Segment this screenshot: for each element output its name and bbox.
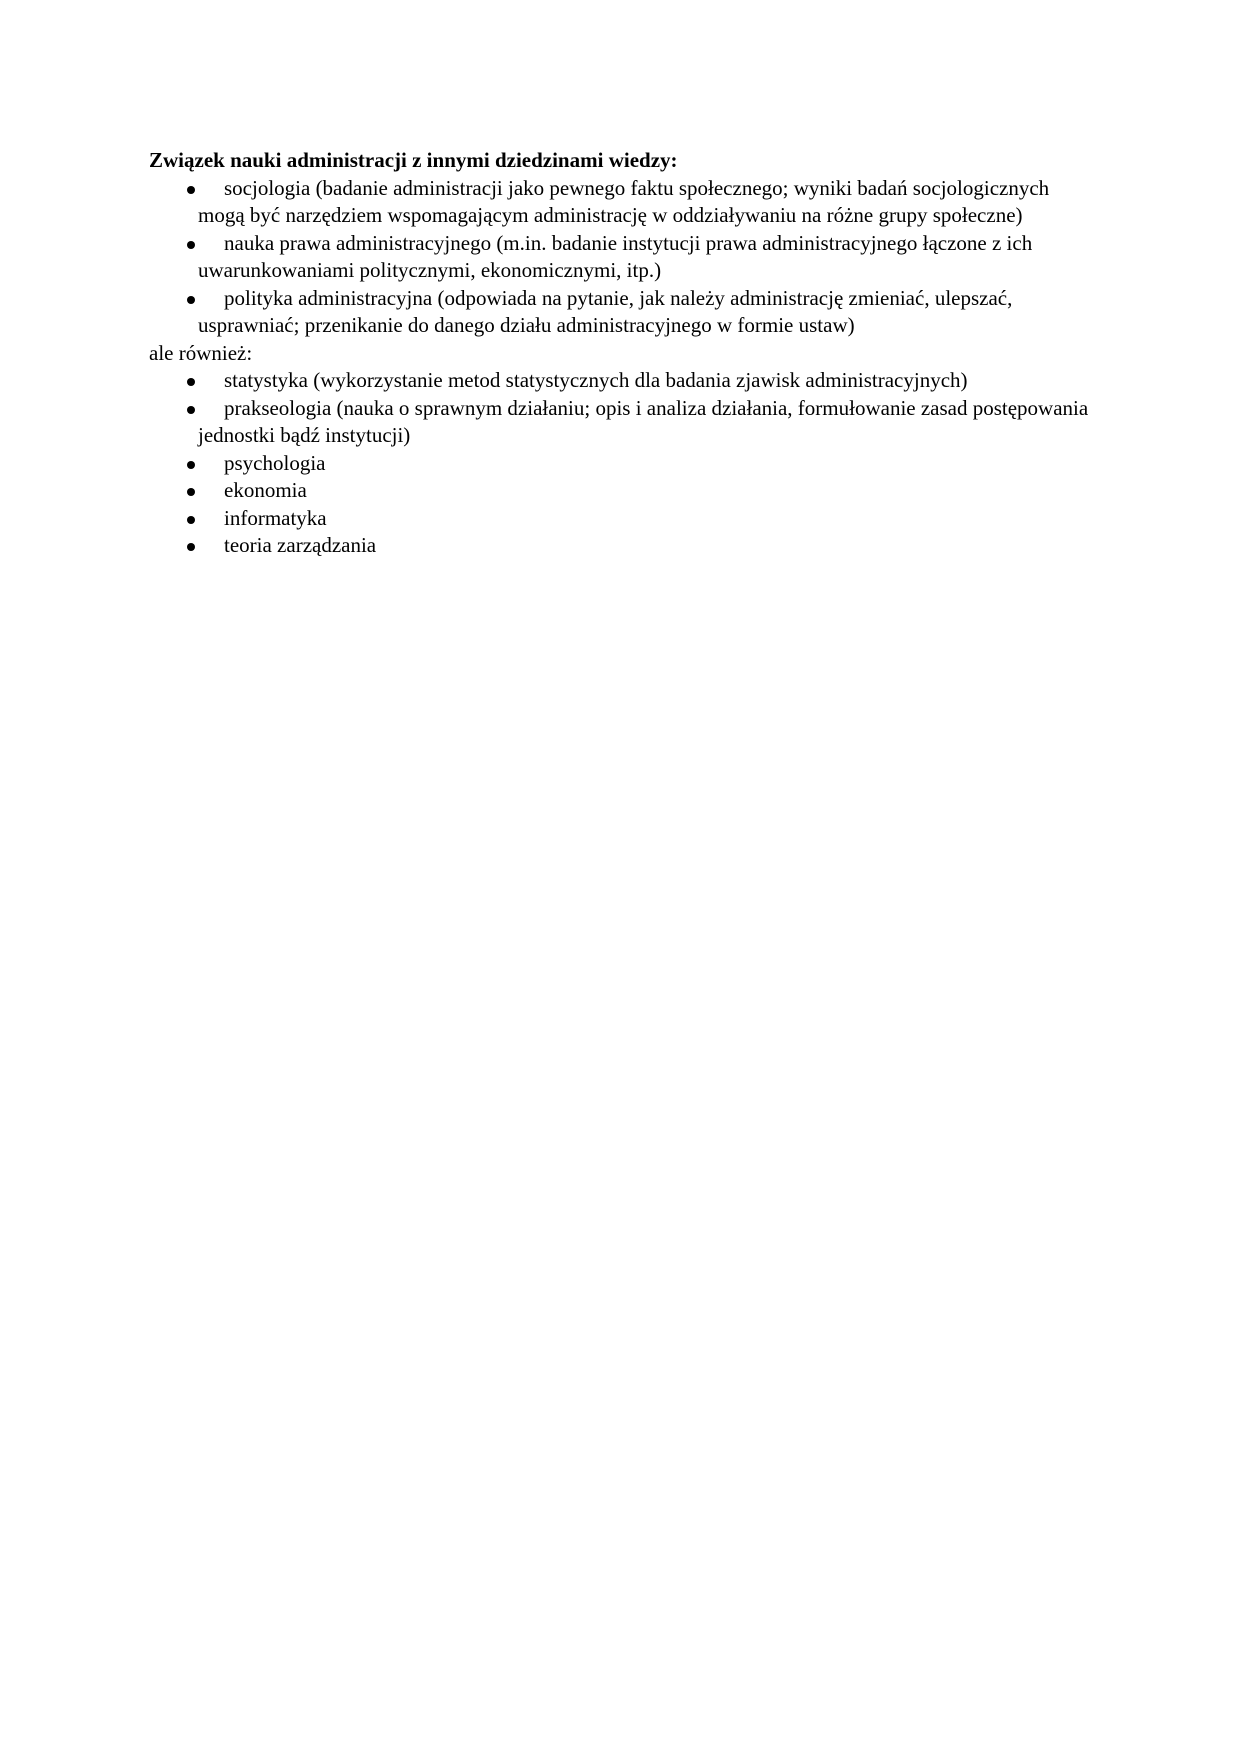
related-fields-list <box>149 175 1099 340</box>
list-item <box>149 285 1099 340</box>
bullet-icon <box>187 186 195 194</box>
list-item-text: socjologia (badanie administracji jako pewnego faktu społecznego; wyniki badań socjologicznych mogą być narzędziem wspomagającym administrację w oddziaływaniu na różne grupy społeczne) <box>198 175 1050 227</box>
list-item-text: teoria zarządzania <box>224 533 377 557</box>
list-item <box>149 505 1099 533</box>
list-item-text: psychologia <box>224 450 326 475</box>
list-item-text: ekonomia <box>224 478 307 502</box>
list-item <box>149 450 1099 478</box>
document-body <box>149 147 1099 560</box>
section-heading: Związek nauki administracji z innymi dziedzinami wiedzy: <box>149 148 678 172</box>
list-item <box>149 395 1099 450</box>
list-item <box>149 532 1099 560</box>
connector-text: ale również: <box>149 340 253 365</box>
additional-fields-list <box>149 367 1099 560</box>
bullet-icon <box>187 296 195 304</box>
bullet-icon <box>187 241 195 249</box>
list-item-text: nauka prawa administracyjnego (m.in. badanie instytucji prawa administracyjnego łączone z ich uwarunkowaniami politycznymi, ekonomicznymi, itp.) <box>198 230 1033 282</box>
list-item <box>149 175 1099 230</box>
list-item-text: informatyka <box>224 505 327 530</box>
bullet-icon <box>187 461 195 469</box>
bullet-icon <box>187 516 195 524</box>
bullet-icon <box>187 378 195 386</box>
list-item <box>149 477 1099 505</box>
list-item-text: statystyka (wykorzystanie metod statystycznych dla badania zjawisk administracyjnych) <box>224 368 968 392</box>
bullet-icon <box>187 543 195 551</box>
list-item <box>149 367 1099 395</box>
list-item-text: prakseologia (nauka o sprawnym działaniu; opis i analiza działania, formułowanie zasad postępowania jednostki bądź instytucji) <box>198 395 1089 447</box>
list-item <box>149 230 1099 285</box>
bullet-icon <box>187 488 195 496</box>
list-item-text: polityka administracyjna (odpowiada na pytanie, jak należy administrację zmieniać, ulepszać, usprawniać; przenikanie do danego działu administracyjnego w formie ustaw) <box>198 285 1013 337</box>
bullet-icon <box>187 406 195 414</box>
